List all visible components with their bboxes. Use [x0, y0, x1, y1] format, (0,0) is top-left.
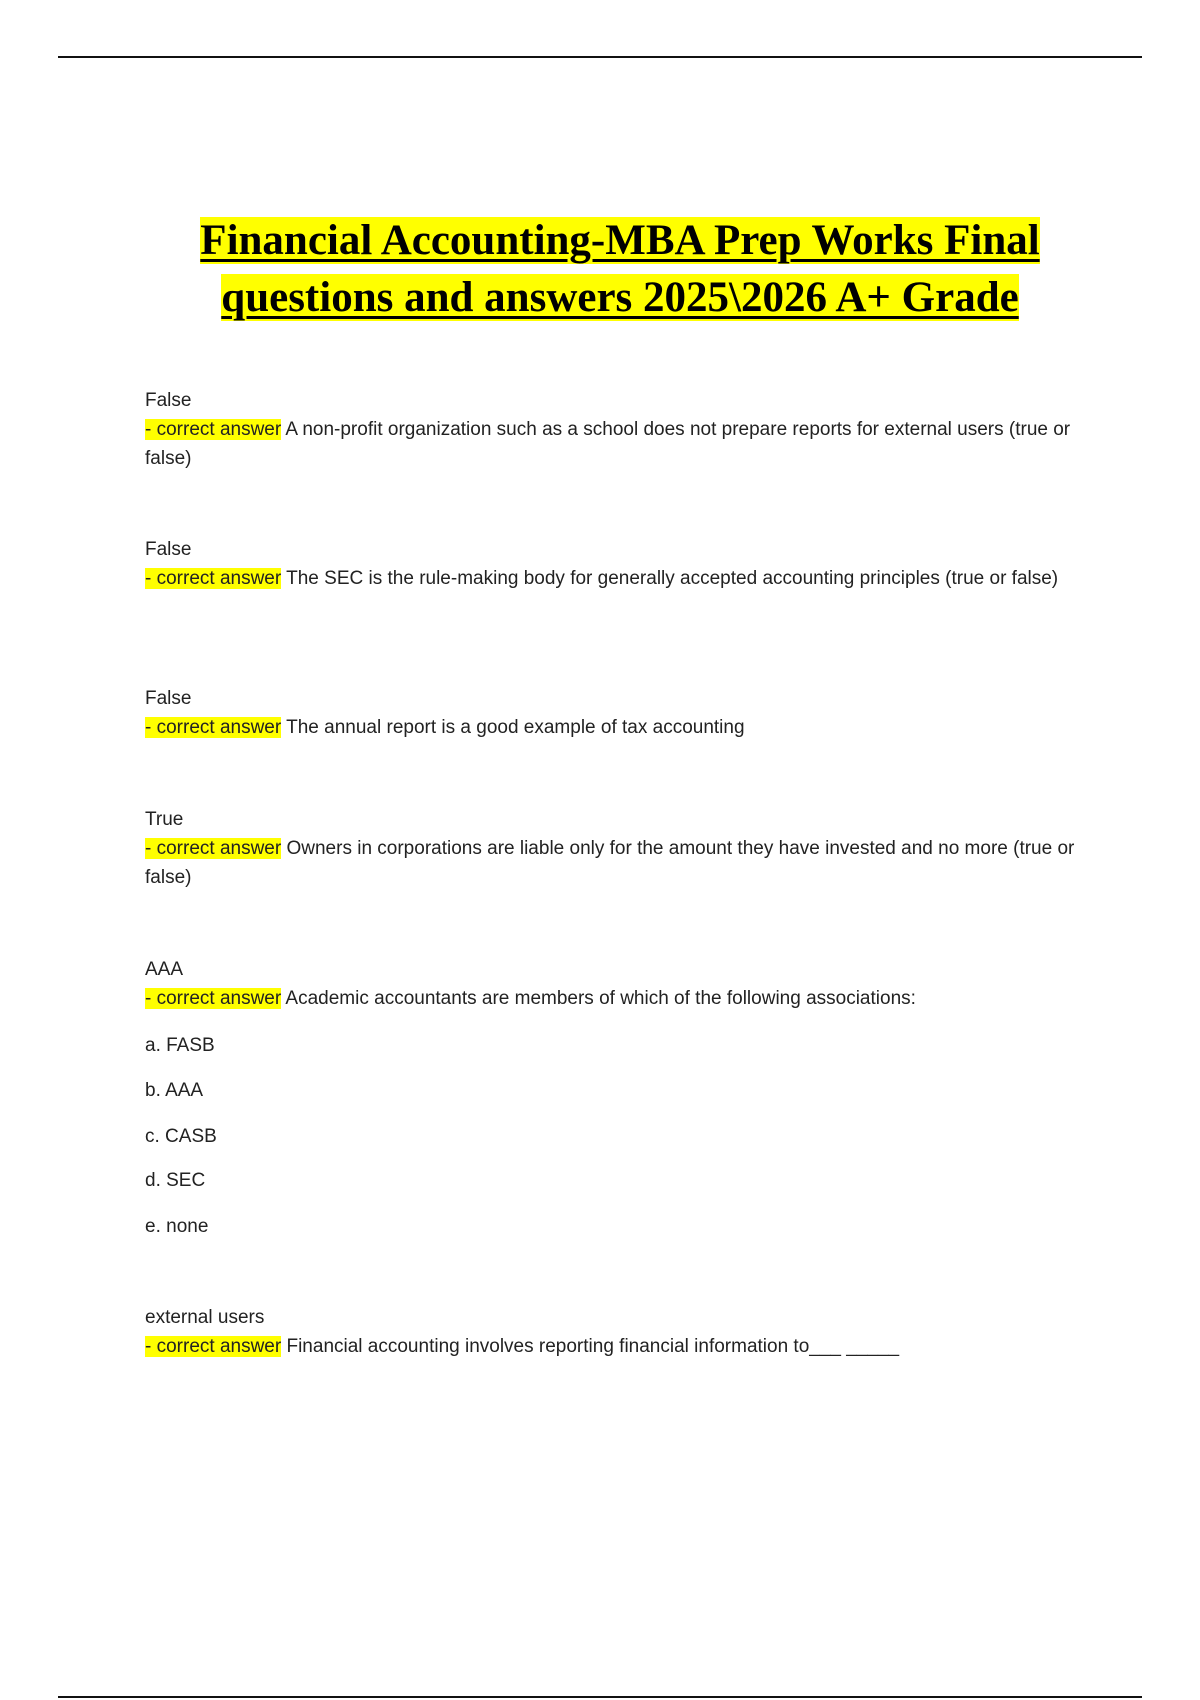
- correct-answer-tag: - correct answer: [145, 988, 282, 1009]
- correct-answer-tag: - correct answer: [145, 419, 282, 440]
- qa-item-4: [145, 805, 1095, 892]
- option-d: d. SEC: [145, 1170, 206, 1191]
- question-line: [145, 564, 1095, 593]
- correct-answer-tag: - correct answer: [145, 717, 282, 738]
- bottom-rule: [58, 1696, 1142, 1698]
- qa-item-3: [145, 684, 1095, 742]
- correct-answer-tag: - correct answer: [145, 838, 282, 859]
- title-line-2: questions and answers 2025\2026 A+ Grade: [221, 274, 1019, 321]
- answer-text: False: [145, 539, 192, 560]
- answer-text: AAA: [145, 959, 184, 980]
- qa-item-6: [145, 1303, 1095, 1361]
- question-text: The annual report is a good example of tax accounting: [281, 717, 745, 738]
- question-line: [145, 984, 1095, 1013]
- question-text: Owners in corporations are liable only for the amount they have invested and no more (true or false): [145, 838, 1075, 888]
- option-e: e. none: [145, 1216, 209, 1237]
- answer-text: external users: [145, 1307, 265, 1328]
- title-line-1: Financial Accounting-MBA Prep Works Final: [200, 217, 1040, 264]
- top-rule: [58, 56, 1142, 58]
- question-text: The SEC is the rule-making body for generally accepted accounting principles (true or false): [281, 568, 1059, 589]
- option-a: a. FASB: [145, 1035, 215, 1056]
- question-text: Academic accountants are members of which of the following associations:: [281, 988, 916, 1009]
- question-line: [145, 1332, 1095, 1361]
- qa-item-5: [145, 955, 1095, 1013]
- question-text: A non-profit organization such as a school does not prepare reports for external users (true or false): [145, 419, 1071, 469]
- qa-item-1: [145, 386, 1095, 473]
- question-line: [145, 834, 1095, 892]
- document-title: [100, 212, 1140, 326]
- option-c: c. CASB: [145, 1126, 217, 1147]
- answer-text: False: [145, 390, 192, 411]
- answer-text: False: [145, 688, 192, 709]
- question-line: [145, 713, 1095, 742]
- answer-text: True: [145, 809, 184, 830]
- option-b: b. AAA: [145, 1080, 204, 1101]
- correct-answer-tag: - correct answer: [145, 568, 282, 589]
- question-line: [145, 415, 1095, 473]
- qa-item-2: [145, 535, 1095, 593]
- correct-answer-tag: - correct answer: [145, 1336, 282, 1357]
- question-text: Financial accounting involves reporting financial information to___ _____: [281, 1336, 900, 1357]
